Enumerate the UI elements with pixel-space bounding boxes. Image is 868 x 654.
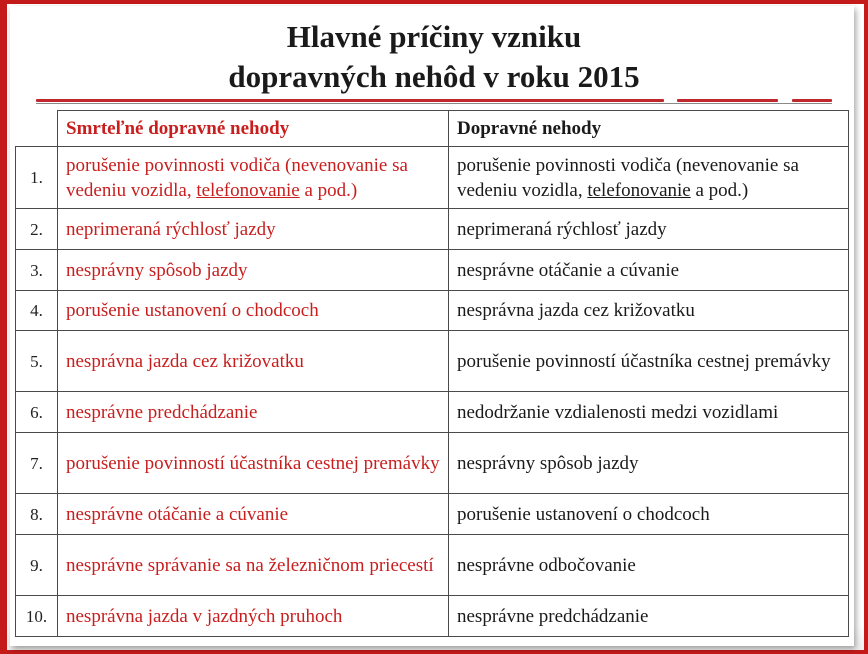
fatal-cause: nesprávne správanie sa na železničnom priecestí [58,535,449,596]
accident-cause: nesprávne otáčanie a cúvanie [449,250,849,291]
row-number: 6. [16,392,58,433]
accident-cause: nedodržanie vzdialenosti medzi vozidlami [449,392,849,433]
header-accidents: Dopravné nehody [449,111,849,147]
accident-cause: nesprávna jazda cez križovatku [449,291,849,331]
accident-cause: porušenie povinností účastníka cestnej premávky [449,331,849,392]
accident-cause: porušenie povinnosti vodiča (nevenovanie sa vedeniu vozidla, telefonovanie a pod.) [449,147,849,209]
accident-cause: nesprávny spôsob jazdy [449,433,849,494]
fatal-cause: nesprávny spôsob jazdy [58,250,449,291]
table-row [16,433,849,494]
table-row [16,331,849,392]
accident-cause: porušenie ustanovení o chodcoch [449,494,849,535]
underlined-word: telefonovanie [587,179,691,201]
title-line-1: Hlavné príčiny vzniku [286,19,582,54]
row-number: 3. [16,250,58,291]
slide-title [0,17,868,97]
table-row [16,535,849,596]
title-underline-segment [792,99,832,102]
table-row [16,494,849,535]
underlined-word: telefonovanie [196,179,300,201]
table-row [16,147,849,209]
table-row [16,596,849,637]
row-number: 10. [16,596,58,637]
row-number: 1. [16,147,58,209]
fatal-cause: neprimeraná rýchlosť jazdy [58,209,449,250]
table-row [16,209,849,250]
fatal-cause: nesprávne otáčanie a cúvanie [58,494,449,535]
row-number: 4. [16,291,58,331]
accident-cause: nesprávne predchádzanie [449,596,849,637]
header-blank-cell [16,111,58,147]
table-row [16,392,849,433]
row-number: 9. [16,535,58,596]
title-line-2: dopravných nehôd v roku 2015 [228,59,640,94]
header-fatal-accidents: Smrteľné dopravné nehody [58,111,449,147]
row-number: 7. [16,433,58,494]
table-row [16,250,849,291]
table-header-row [16,111,849,147]
fatal-cause: nesprávna jazda v jazdných pruhoch [58,596,449,637]
fatal-cause: nesprávne predchádzanie [58,392,449,433]
title-divider [36,103,832,104]
fatal-cause: nesprávna jazda cez križovatku [58,331,449,392]
row-number: 2. [16,209,58,250]
title-underline-segment [677,99,778,102]
accident-cause: nesprávne odbočovanie [449,535,849,596]
row-number: 5. [16,331,58,392]
causes-table [15,110,849,637]
table-row [16,291,849,331]
fatal-cause: porušenie povinnosti vodiča (nevenovanie sa vedeniu vozidla, telefonovanie a pod.) [58,147,449,209]
row-number: 8. [16,494,58,535]
accident-cause: neprimeraná rýchlosť jazdy [449,209,849,250]
fatal-cause: porušenie povinností účastníka cestnej premávky [58,433,449,494]
fatal-cause: porušenie ustanovení o chodcoch [58,291,449,331]
title-underline [36,99,664,102]
